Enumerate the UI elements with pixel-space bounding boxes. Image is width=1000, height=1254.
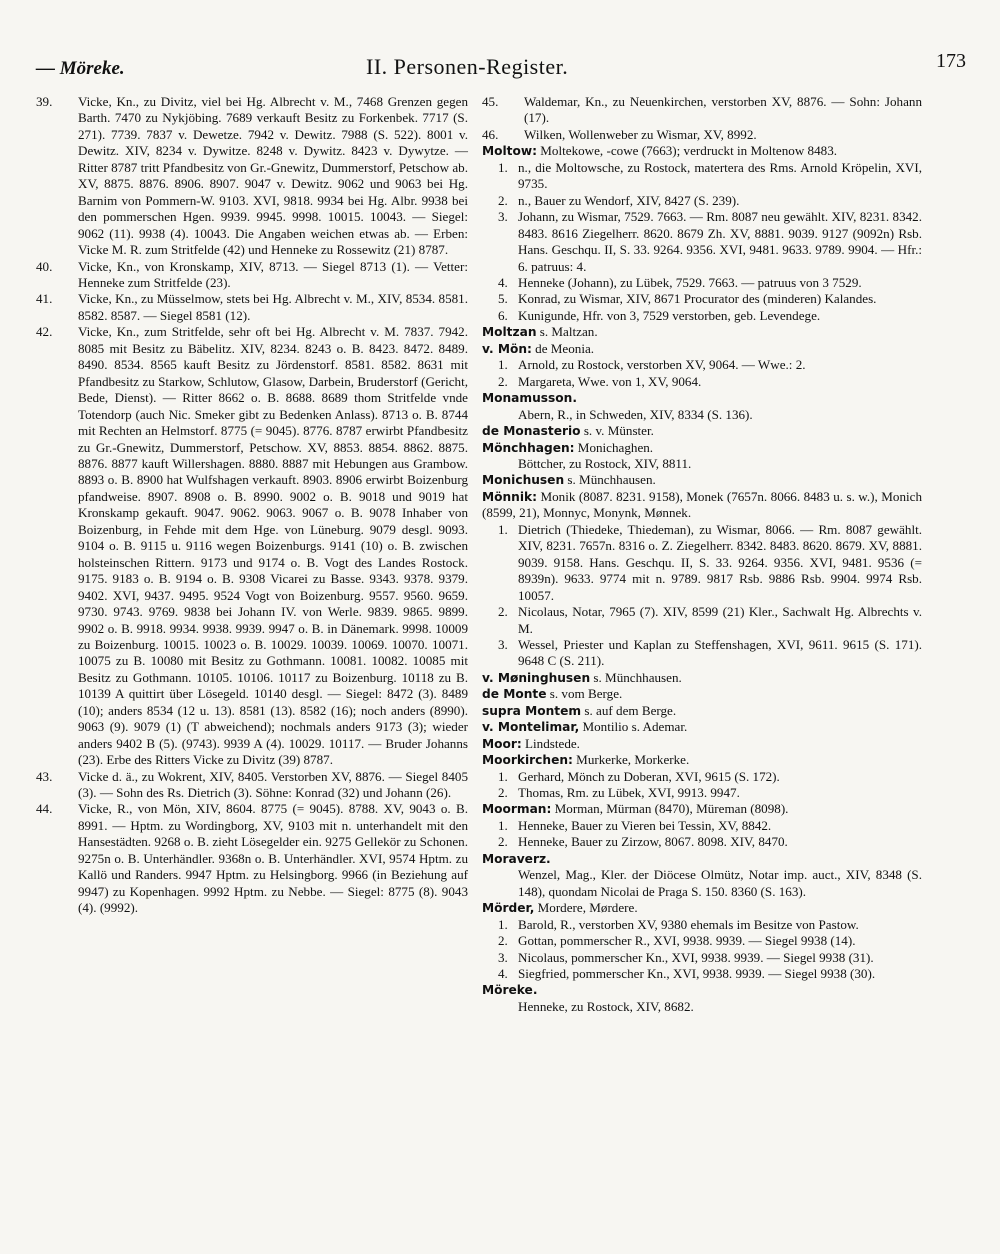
headword-entry xyxy=(482,752,922,768)
right-column xyxy=(482,94,922,1015)
sub-entry-text: Arnold, zu Rostock, verstorben XV, 9064. — Wwe.: 2. xyxy=(518,357,806,373)
sub-entry-number: 2. xyxy=(498,604,508,620)
running-head-left: — Möreke. xyxy=(36,58,125,79)
headword-variants: Morman, Mürman (8470), Müreman (8098). xyxy=(551,801,789,817)
plain-entry-text: Henneke, zu Rostock, XIV, 8682. xyxy=(518,998,694,1014)
register-entry xyxy=(36,291,468,324)
sub-entry-text: Gottan, pommerscher R., XVI, 9938. 9939. — Siegel 9938 (14). xyxy=(518,933,856,949)
entry-text: Vicke d. ä., zu Wokrent, XIV, 8405. Verstorben XV, 8876. — Siegel 8405 (3). — Sohn des Rs. Dietrich (3). Söhne: Konrad (32) und Johann (26). xyxy=(78,768,468,801)
sub-entry xyxy=(482,834,922,850)
sub-entry-number: 3. xyxy=(498,209,508,225)
headword-entry xyxy=(482,703,922,719)
headword: Moltow: xyxy=(482,144,538,159)
headword-variants: s. Münchhausen. xyxy=(590,669,682,685)
headword-variants: Monik (8087. 8231. 9158), Monek (7657n. 8066. 8483 u. s. w.), Monich (8599, 21), Monnyc, Monynk, Mønnek. xyxy=(482,488,922,521)
entry-number: 42. xyxy=(36,324,53,340)
sub-entry xyxy=(482,374,922,390)
running-head-title: II. Personen-Register. xyxy=(366,54,569,79)
headword-variants: Mordere, Mørdere. xyxy=(534,900,638,916)
entry-number: 43. xyxy=(36,768,53,784)
headword-entry xyxy=(482,851,922,867)
headword: Mönnik: xyxy=(482,489,538,504)
plain-entry xyxy=(482,999,922,1015)
sub-entry-text: Nicolaus, pommerscher Kn., XVI, 9938. 9939. — Siegel 9938 (31). xyxy=(518,949,874,965)
headword: v. Mön: xyxy=(482,341,532,356)
headword-entry xyxy=(482,686,922,702)
headword: Monamusson. xyxy=(482,391,577,406)
headword: v. Møninghusen xyxy=(482,670,591,685)
sub-entry-number: 2. xyxy=(498,785,508,801)
sub-entry-number: 1. xyxy=(498,768,508,784)
headword-entry xyxy=(482,489,922,522)
sub-entry-text: Henneke, Bauer zu Vieren bei Tessin, XV, 8842. xyxy=(518,817,772,833)
sub-entry-text: Siegfried, pommerscher Kn., XVI, 9938. 9939. — Siegel 9938 (30). xyxy=(518,966,876,982)
sub-entry-text: Kunigunde, Hfr. von 3, 7529 verstorben, geb. Levendege. xyxy=(518,307,821,323)
headword-variants: de Meonia. xyxy=(531,340,595,356)
sub-entry-text: Henneke, Bauer zu Zirzow, 8067. 8098. XIV, 8470. xyxy=(518,834,788,850)
sub-entry-number: 1. xyxy=(498,521,508,537)
headword-entry xyxy=(482,423,922,439)
plain-entry xyxy=(482,407,922,423)
sub-entry xyxy=(482,917,922,933)
headword: de Monasterio xyxy=(482,424,581,439)
sub-entry-number: 5. xyxy=(498,291,508,307)
headword-variants: Murkerke, Morkerke. xyxy=(572,752,690,768)
sub-entry-text: Margareta, Wwe. von 1, XV, 9064. xyxy=(518,373,702,389)
sub-entry-text: Johann, zu Wismar, 7529. 7663. — Rm. 8087 neu gewählt. XIV, 8231. 8342. 8483. 8616 Ziegelherr. 8620. 8679 Zh. XV, 8881. 9039. 9127 (9092n) Rsb. Hans. Geschqu. II, S. 33. 9264. 9356. XVI, 9481. 9633. 9789. 9904. — Hfr.: 6. patruus: 4. xyxy=(518,209,922,274)
register-entry xyxy=(36,324,468,768)
headword-entry xyxy=(482,719,922,735)
sub-entry-number: 2. xyxy=(498,192,508,208)
register-entry xyxy=(36,801,468,916)
sub-entry-number: 1. xyxy=(498,916,508,932)
register-entry xyxy=(36,94,468,259)
sub-entry xyxy=(482,950,922,966)
sub-entry xyxy=(482,966,922,982)
sub-entry-number: 3. xyxy=(498,636,508,652)
headword: Mönchhagen: xyxy=(482,440,575,455)
headword-variants: s. Münchhausen. xyxy=(564,472,656,488)
headword-entry xyxy=(482,390,922,406)
sub-entry xyxy=(482,522,922,604)
headword: Moor: xyxy=(482,736,522,751)
headword: supra Montem xyxy=(482,703,582,718)
plain-entry-text: Abern, R., in Schweden, XIV, 8334 (S. 136). xyxy=(518,406,753,422)
headword: Moorman: xyxy=(482,802,552,817)
headword-variants: Montilio s. Ademar. xyxy=(579,719,688,735)
entry-number: 46. xyxy=(482,126,499,142)
entry-text: Vicke, Kn., von Kronskamp, XIV, 8713. — Siegel 8713 (1). — Vetter: Henneke zum Stritfelde (23). xyxy=(78,258,468,290)
register-entry xyxy=(36,769,468,802)
sub-entry xyxy=(482,357,922,373)
entry-text: Vicke, Kn., zu Müsselmow, stets bei Hg. Albrecht v. M., XIV, 8534. 8581. 8582. 8587. — Siegel 8581 (12). xyxy=(78,291,468,323)
sub-entry-text: n., die Moltowsche, zu Rostock, matertera des Rms. Arnold Kröpelin, XVI, 9735. xyxy=(518,159,922,192)
sub-entry xyxy=(482,769,922,785)
sub-entry-number: 2. xyxy=(498,834,508,850)
headword-entry xyxy=(482,143,922,159)
headword-variants: s. vom Berge. xyxy=(546,686,623,702)
headword-variants: s. auf dem Berge. xyxy=(581,702,677,718)
entry-text: Wilken, Wollenweber zu Wismar, XV, 8992. xyxy=(524,126,757,142)
sub-entry-number: 4. xyxy=(498,274,508,290)
headword: Moraverz. xyxy=(482,851,551,866)
running-head xyxy=(36,50,966,90)
headword-entry xyxy=(482,324,922,340)
sub-entry xyxy=(482,637,922,670)
sub-entry-text: Konrad, zu Wismar, XIV, 8671 Procurator des (minderen) Kalandes. xyxy=(518,291,877,307)
register-entry xyxy=(482,94,922,127)
sub-entry xyxy=(482,275,922,291)
register-entry xyxy=(482,127,922,143)
entry-number: 39. xyxy=(36,94,53,109)
headword: Moorkirchen: xyxy=(482,753,573,768)
left-column xyxy=(36,94,468,917)
headword-variants: s. v. Münster. xyxy=(580,423,654,439)
sub-entry-number: 1. xyxy=(498,357,508,373)
headword-variants: Monichaghen. xyxy=(574,439,654,455)
headword: v. Montelimar, xyxy=(482,720,580,735)
headword: Mörder, xyxy=(482,901,535,916)
sub-entry-text: Gerhard, Mönch zu Doberan, XVI, 9615 (S. 172). xyxy=(518,768,780,784)
headword-entry xyxy=(482,982,922,998)
headword-entry xyxy=(482,472,922,488)
plain-entry-text: Böttcher, zu Rostock, XIV, 8811. xyxy=(518,455,692,471)
sub-entry xyxy=(482,291,922,307)
plain-entry-text: Wenzel, Mag., Kler. der Diöcese Olmütz, Notar imp. auct., XIV, 8348 (S. 148), quondam Nicolai de Praga S. 150. 8360 (S. 163). xyxy=(518,867,922,899)
sub-entry xyxy=(482,818,922,834)
sub-entry xyxy=(482,209,922,275)
sub-entry-number: 4. xyxy=(498,966,508,982)
headword-entry xyxy=(482,670,922,686)
sub-entry-number: 1. xyxy=(498,159,508,175)
sub-entry-text: Dietrich (Thiedeke, Thiedeman), zu Wismar, 8066. — Rm. 8087 gewählt. XIV, 8231. 7657n. 8316 o. Z. Ziegelherr. 8342. 8483. 8620. 8679. XV, 8881. 9039. 9158. Hans. Geschqu. II, S. 33. 9264. 9356. XVI, 9481. 9536 (= 8939n). 9633. 9774 mit n. 9789. 9817 Rsb. 9886 Rsb. 9904. 9974 Rsb. 10057. xyxy=(518,521,922,603)
sub-entry xyxy=(482,604,922,637)
headword-variants: s. Maltzan. xyxy=(536,324,598,340)
entry-text: Waldemar, Kn., zu Neuenkirchen, verstorben XV, 8876. — Sohn: Johann (17). xyxy=(524,94,922,126)
headword-entry xyxy=(482,736,922,752)
page-number: 173 xyxy=(936,50,966,72)
headword-entry xyxy=(482,801,922,817)
headword-variants: Moltekowe, -cowe (7663); verdruckt in Moltenow 8483. xyxy=(537,143,838,159)
sub-entry-number: 1. xyxy=(498,817,508,833)
sub-entry-text: Henneke (Johann), zu Lübek, 7529. 7663. — patruus von 3 7529. xyxy=(518,274,862,290)
sub-entry xyxy=(482,933,922,949)
plain-entry xyxy=(482,867,922,900)
entry-number: 45. xyxy=(482,94,499,109)
entry-text: Vicke, Kn., zu Divitz, viel bei Hg. Albrecht v. M., 7468 Grenzen gegen Barth. 7470 zu Nykjöbing. 7689 verkauft Besitz zu Forkenbek. 7717 (S. 271). 7739. 7837 v. Dewetze. 7942 v. Dewitz. 7988 (S. 522). 8001 v. Dewitz. XIV, 8234 v. Dywitze. 8248 v. Dywitz. 8423 v. Dywytze. — Ritter 8787 tritt Pfandbesitz von Gr.-Gnewitz, Dummerstorf, Petschow ab. XV, 8875. 8876. 8906. 8907. 9047 v. Dewitz. 9062 und 9063 bei Hg. Barnim von Pommern-W. 9103. XVI, 9818. 9934 bei Hg. Albr. 9938 bei den pommerschen Hgen. 9939. 9945. 9998. 10015. 10043. — Siegel: 9062 (11). 9938 (4). 10043. Die Angaben weichen etwas ab. — Erben: Vicke M. R. zum Stritfelde (42) und Henneke zu Rossewitz (21) 8787. xyxy=(78,94,468,258)
sub-entry-text: Wessel, Priester und Kaplan zu Steffenshagen, XVI, 9611. 9615 (S. 171). 9648 C (S. 211). xyxy=(518,636,922,669)
sub-entry-number: 2. xyxy=(498,933,508,949)
entry-number: 44. xyxy=(36,801,53,817)
headword-variants: Lindstede. xyxy=(521,735,580,751)
entry-number: 40. xyxy=(36,258,53,274)
entry-number: 41. xyxy=(36,291,53,307)
headword: Monichusen xyxy=(482,473,565,488)
entry-text: Vicke, R., von Mön, XIV, 8604. 8775 (= 9045). 8788. XV, 9043 o. B. 8991. — Hptm. zu Wordingborg, XV, 9103 mit n. unterhandelt mit den Hansestädten. 9268 o. B. zieht Lösegelder ein. 9275 Gellekör zu Schonen. 9275n o. B. Unterhändler. 9368n o. B. Unterhändler. XVI, 9574 Hptm. zu Kallö und Randers. 9947 Hptm. zu Helsingborg. 9966 (in Beziehung auf 9947) zu Kopenhagen. 9992 Hptm. zu Nebbe. — Siegel: 8775 (8). 9043 (4). (9992). xyxy=(78,801,468,916)
sub-entry xyxy=(482,160,922,193)
plain-entry xyxy=(482,456,922,472)
headword: de Monte xyxy=(482,687,547,702)
entry-text: Vicke, Kn., zum Stritfelde, sehr oft bei Hg. Albrecht v. M. 7837. 7942. 8085 mit Besitz zu Bäbelitz. XIV, 8234. 8243 o. B. 8423. 8472. 8489. 8490. 8534. 8565 kauft Besitz zu Jördenstorf. 8581. 8582. 8631 mit Pfandbesitz zu Starkow, Schlutow, Glasow, Darbein, Bruderstorf (Gericht, Bede, Dienst). — Ritter 8662 o. B. 8688. 8689 thom Stritfelde vnde Totendorp (auch Nic. Smeker gibt zu Bedenken Anlass). 8713 o. B. 8744 mit Rechten an Helmstorf. 8775 (= 9045). 8776. 8787 erwirbt Pfandbesitz zu Gr.-Gnewitz, Dummerstorf, Petschow. XV, 8853. 8854. 8862. 8875. 8876. 8877 kauft Willershagen. 8880. 8887 mit Hebungen aus Grambow. 8893 o. B. 8900 hat Wulfshagen verkauft. 8903. 8906 erwirbt Boizenburg pfandweise. 8907. 8908 o. B. 8990. 9002 o. B. 9018 und 9019 hat Kronskamp gekauft. 9047. 9062. 9063. 9067 o. B. 9078 Inhaber von Boizenburg, in Fehde mit dem Hge. von Lüneburg. 9079 desgl. 9093. 9104 o. B. 9115 u. 9116 wegen Boizenburgs. 9141 (10) o. B. zwischen holsteinschen Rittern. 9173 und 9174 o. B. Vogt des Landes Rostock. 9175. 9183 o. B. 9194 o. B. 9308 Vicarei zu Basse. 9343. 9378. 9379. 9402. XVI, 9437. 9495. 9524 Vogt von Boizenburg. 9557. 9560. 9659. 9730. 9743. 9769. 9838 bei Johann IV. von Werle. 9839. 9865. 9899. 9902 o. B. 9918. 9934. 9938. 9939. 9947 o. B. in Dänemark. 9998. 10009 zu Boizenburg. 10015. 10023 o. B. 10029. 10039. 10069. 10070. 10071. 10075 zu B. 10080 mit Besitz zu Gothmann. 10081. 10082. 10085 mit Besitz zu Gothmann. 10105. 10106. 10117 zu Boizenburg. 10118 zu B. 10139 A quittirt über Lösegeld. 10140 desgl. — Siegel: 8472 (3). 8489 (10); anders 8534 (12 u. 13). 8581 (13). 8582 (16); noch anders (8990). 9063 (9). 9079 (1) (T abweichend); nochmals anders 9173 (3); wieder anders 9402 B (5). (9743). 9939 A (4). 10029. 10117. — Bruder Johanns (23). Erbe des Ritters Vicke zu Divitz (39) 8787. xyxy=(78,324,468,768)
register-entry xyxy=(36,259,468,292)
headword: Möreke. xyxy=(482,983,538,998)
sub-entry-text: Nicolaus, Notar, 7965 (7). XIV, 8599 (21) Kler., Sachwalt Hg. Albrechts v. M. xyxy=(518,604,922,636)
sub-entry-text: Barold, R., verstorben XV, 9380 ehemals im Besitze von Pastow. xyxy=(518,916,859,932)
headword: Moltzan xyxy=(482,325,537,340)
sub-entry xyxy=(482,193,922,209)
sub-entry-number: 6. xyxy=(498,307,508,323)
sub-entry-text: Thomas, Rm. zu Lübek, XVI, 9913. 9947. xyxy=(518,785,740,801)
sub-entry-number: 3. xyxy=(498,949,508,965)
headword-entry xyxy=(482,440,922,456)
sub-entry xyxy=(482,308,922,324)
headword-entry xyxy=(482,900,922,916)
headword-entry xyxy=(482,341,922,357)
sub-entry-number: 2. xyxy=(498,373,508,389)
sub-entry-text: n., Bauer zu Wendorf, XIV, 8427 (S. 239). xyxy=(518,192,740,208)
sub-entry xyxy=(482,785,922,801)
